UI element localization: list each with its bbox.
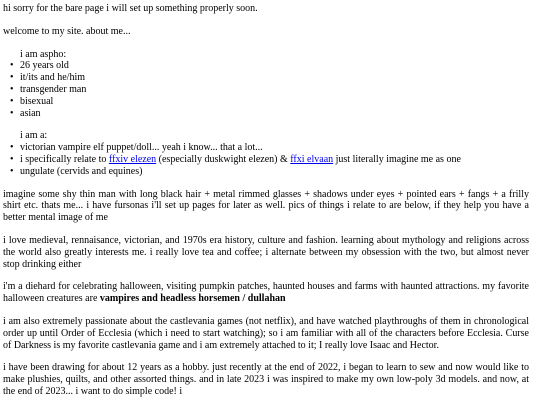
identity-item-elf-text-1: i specifically relate to [20,153,109,165]
about-list [3,60,529,119]
welcome-text: welcome to my site. about me... [3,25,131,37]
ffxiv-elezen-link[interactable]: ffxiv elezen [108,153,157,165]
halloween-paragraph [3,281,529,305]
halloween-creatures: vampires and headless horsemen / dullahan [99,293,286,305]
about-item-orientation: • bisexual [20,96,529,108]
identity-list [3,142,529,177]
identity-item-elf-text-2: (especially duskwight elezen) & [156,153,291,165]
about-item-age: • 26 years old [20,60,529,72]
drawing-paragraph: i have been drawing for about 12 years as a hobby. just recently at the end of 2022, i began to learn to sew and now would like to make plushies, quilts, and other assorted things. and in late 2023 i was inspired to make my own low-poly 3d models. and now, at the end of 2023... i want to do simple code! i [3,362,529,397]
about-item-pronouns: • it/its and he/him [20,72,529,84]
ffxi-elvaan-link[interactable]: ffxi elvaan [290,153,334,165]
identity-item-ungulate: • ungulate (cervids and equines) [20,166,529,178]
identity-item-elf [20,154,529,166]
interests-paragraph: i love medieval, rennaisance, victorian, and 1970s era history, culture and fashion. learning about mythology and religions across the world also greatly interests me. i really love tea and coffee; i alternate between my obsession with the two, but almost never stop drinking either [3,234,529,270]
halloween-text: i'm a diehard for celebrating halloween, visiting pumpkin patches, haunted houses and farms with haunted attractions. my favorite halloween creatures are [3,281,529,305]
intro-text: hi sorry for the bare page i will set up something properly soon. [3,3,258,14]
appearance-paragraph: imagine some shy thin man with long black hair + metal rimmed glasses + shadows under eyes + pointed ears + fangs + a frilly shirt etc. thats me... i have fursonas i'll set up pages for later as well. pics of things i relate to are below, if they help you have a better mental image of me [3,188,529,224]
identity-item-elf-text-3: just literally imagine me as one [333,153,461,165]
about-label: i am aspho: [20,48,67,60]
about-item-ethnicity: • asian [20,108,529,120]
identity-item-vampire: • victorian vampire elf puppet/doll... yeah i know... that a lot... [20,142,529,154]
castlevania-paragraph: i am also extremely passionate about the castlevania games (not netflix), and have watched playthroughs of them in chronological order up until Order of Ecclesia (which i need to start watching); so i am familiar with all of the characters before Ecclesia. Curse of Darkness is my favorite castlevania game and i am extremely attached to it; I really love Isaac and Hector. [3,315,529,351]
identity-label: i am a: [20,130,48,142]
about-item-gender: • transgender man [20,84,529,96]
